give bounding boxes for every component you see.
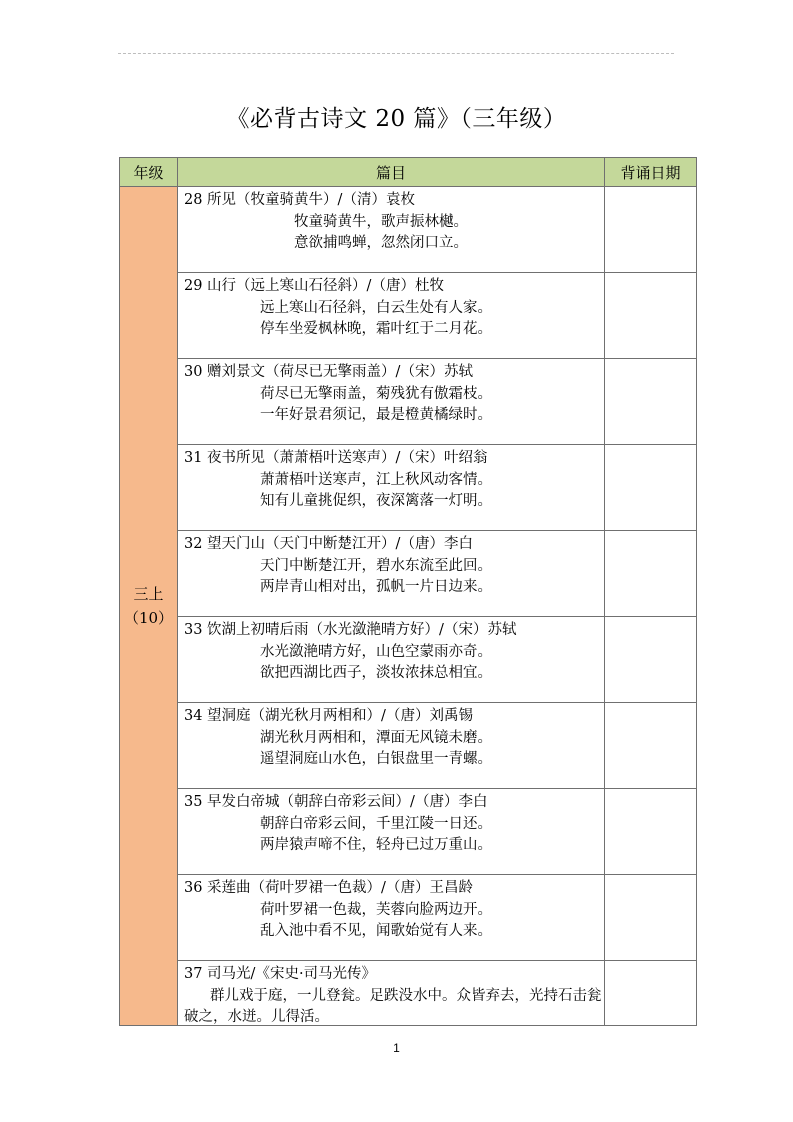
recite-date-cell[interactable]: [605, 875, 697, 961]
verse-line: 荷尽已无擎雨盖，菊残犹有傲霜枝。: [260, 385, 492, 402]
column-header-grade: 年级: [120, 158, 178, 187]
table-row: [120, 703, 697, 789]
entry-cell: [178, 187, 605, 273]
table-row: [120, 273, 697, 359]
column-header-title: 篇目: [178, 158, 605, 187]
entry-cell: [178, 531, 605, 617]
verse-line: 停车坐爱枫林晚，霜叶红于二月花。: [260, 321, 492, 337]
table-row: [120, 617, 697, 703]
verse-line: 一年好景君须记，最是橙黄橘绿时。: [260, 407, 492, 423]
grade-cell: [120, 187, 178, 1026]
header-divider: [118, 53, 674, 54]
entry-heading: 36 采莲曲（荷叶罗裙一色裁）/（唐）王昌龄: [184, 880, 473, 896]
entry-heading: 31 夜书所见（萧萧梧叶送寒声）/（宋）叶绍翁: [184, 450, 488, 466]
page-title: 《必背古诗文 20 篇》（三年级）: [226, 106, 567, 132]
verse-line: 知有儿童挑促织，夜深篱落一灯明。: [260, 493, 492, 509]
entry-heading: 34 望洞庭（湖光秋月两相和）/（唐）刘禹锡: [184, 708, 473, 724]
verse-line: 天门中断楚江开，碧水东流至此回。: [260, 557, 492, 574]
verse-line: 意欲捕鸣蝉，忽然闭口立。: [294, 235, 468, 251]
grade-name: 三上: [133, 585, 164, 603]
entry-heading: 28 所见（牧童骑黄牛）/（清）袁枚: [184, 192, 415, 208]
entry-heading: 30 赠刘景文（荷尽已无擎雨盖）/（宋）苏轼: [184, 364, 473, 380]
verse-line: 两岸猿声啼不住，轻舟已过万重山。: [260, 837, 492, 853]
table-header-row: [120, 158, 697, 187]
table-row: [120, 445, 697, 531]
entry-cell: [178, 875, 605, 961]
table-row: [120, 359, 697, 445]
recite-date-cell[interactable]: [605, 531, 697, 617]
grade-count: （10）: [123, 609, 174, 627]
table-row: [120, 531, 697, 617]
entry-heading: 35 早发白帝城（朝辞白帝彩云间）/（唐）李白: [184, 794, 488, 810]
entry-heading: 29 山行（远上寒山石径斜）/（唐）杜牧: [184, 278, 444, 294]
verse-line: 湖光秋月两相和，潭面无风镜未磨。: [260, 729, 492, 746]
verse-line: 牧童骑黄牛，歌声振林樾。: [294, 213, 468, 230]
column-header-date: 背诵日期: [605, 158, 697, 187]
entry-cell: [178, 445, 605, 531]
recite-date-cell[interactable]: [605, 617, 697, 703]
recite-date-cell[interactable]: [605, 187, 697, 273]
verse-line: 荷叶罗裙一色裁，芙蓉向脸两边开。: [260, 901, 492, 918]
page-number: 1: [393, 1041, 400, 1055]
table-row: [120, 875, 697, 961]
table-row: [120, 187, 697, 273]
entry-heading: 37 司马光/《宋史·司马光传》: [184, 966, 377, 982]
recite-date-cell[interactable]: [605, 359, 697, 445]
verse-line: 远上寒山石径斜，白云生处有人家。: [260, 299, 492, 316]
verse-line: 朝辞白帝彩云间，千里江陵一日还。: [260, 815, 492, 832]
recite-date-cell[interactable]: [605, 273, 697, 359]
table-row: [120, 961, 697, 1026]
entry-cell: [178, 789, 605, 875]
prose-content: 群儿戏于庭，一儿登瓮。足跌没水中。众皆弃去，光持石击瓮破之，水迸。儿得活。: [184, 987, 602, 1025]
entry-heading: 33 饮湖上初晴后雨（水光潋滟晴方好）/（宋）苏轼: [184, 622, 517, 638]
verse-line: 水光潋滟晴方好，山色空蒙雨亦奇。: [260, 643, 492, 660]
verse-line: 萧萧梧叶送寒声，江上秋风动客情。: [260, 471, 492, 488]
verse-line: 欲把西湖比西子，淡妆浓抹总相宜。: [260, 665, 492, 681]
verse-line: 两岸青山相对出，孤帆一片日边来。: [260, 579, 492, 595]
table-row: [120, 789, 697, 875]
prose-text: [184, 986, 604, 1029]
entry-cell: [178, 617, 605, 703]
recite-date-cell[interactable]: [605, 703, 697, 789]
entry-cell: [178, 273, 605, 359]
verse-line: 乱入池中看不见，闻歌始觉有人来。: [260, 923, 492, 939]
entry-cell: [178, 703, 605, 789]
poem-table: [119, 157, 697, 1026]
recite-date-cell[interactable]: [605, 961, 697, 1026]
entry-heading: 32 望天门山（天门中断楚江开）/（唐）李白: [184, 536, 473, 552]
recite-date-cell[interactable]: [605, 445, 697, 531]
entry-cell: [178, 359, 605, 445]
recite-date-cell[interactable]: [605, 789, 697, 875]
verse-line: 遥望洞庭山水色，白银盘里一青螺。: [260, 751, 492, 767]
entry-cell: [178, 961, 605, 1026]
